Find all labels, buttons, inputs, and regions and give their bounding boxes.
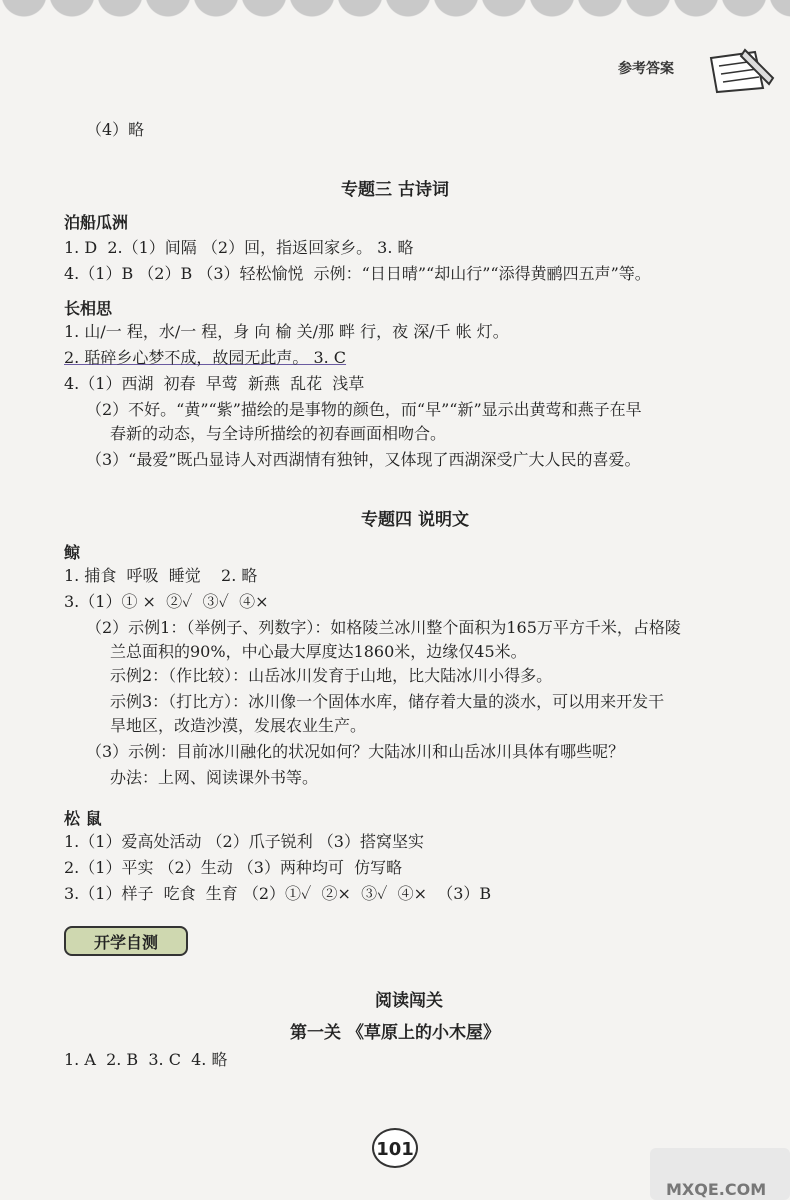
subtitle-changxiangsi: 长相思 <box>64 299 113 318</box>
answer-line: （3）示例：目前冰川融化的状况如何？大陆冰川和山岳冰川具体有哪些呢？ <box>86 742 625 761</box>
answer-line: 1. 捕食 呼吸 睡觉 2. 略 <box>64 566 258 585</box>
answer-line: 兰总面积的90%，中心最大厚度达1860米，边缘仅45米。 <box>110 642 527 661</box>
answer-line: （2）不好。“黄”“紫”描绘的是事物的颜色，而“早”“新”显示出黄莺和燕子在早 <box>86 400 642 419</box>
answer-line: 1. 山/一 程，水/一 程，身 向 榆 关/那 畔 行，夜 深/千 帐 灯。 <box>64 322 509 341</box>
section-title-reading: 阅读闯关 <box>375 991 443 1011</box>
answer-line: （4）略 <box>86 120 145 139</box>
answer-line: （2）示例1：（举例子、列数字）：如格陵兰冰川整个面积为165万平方千米，占格陵 <box>86 618 681 637</box>
answer-line: 2. 聒碎乡心梦不成，故园无此声。 3. C <box>64 348 347 367</box>
section-title-expository: 专题四 说明文 <box>361 510 469 530</box>
page-number: 101 <box>372 1128 418 1168</box>
answer-line: 办法：上网、阅读课外书等。 <box>110 768 319 787</box>
answer-line: 1. D 2.（1）间隔 （2）回，指返回家乡。 3. 略 <box>64 238 414 257</box>
answer-line: 旱地区，改造沙漠，发展农业生产。 <box>110 716 367 735</box>
answer-line: 1. A 2. B 3. C 4. 略 <box>64 1050 228 1069</box>
section-title-level1: 第一关 《草原上的小木屋》 <box>290 1023 500 1043</box>
answer-line: 示例3：（打比方）：冰川像一个固体水库，储存着大量的淡水，可以用来开发干 <box>110 692 665 711</box>
section-title-poetry: 专题三 古诗词 <box>341 180 449 200</box>
subtitle-songshu: 松 鼠 <box>64 809 102 828</box>
answer-line: 2.（1）平实 （2）生动 （3）两种均可 仿写略 <box>64 858 403 877</box>
notepad-pencil-icon <box>705 44 779 98</box>
answer-line: 示例2：（作比较）：山岳冰川发育于山地，比大陆冰川小得多。 <box>110 666 553 685</box>
watermark-text: MXQE.COM <box>666 1180 767 1199</box>
scalloped-top-border <box>0 0 790 36</box>
header-label: 参考答案 <box>618 61 674 77</box>
answer-line: 1.（1）爱高处活动 （2）爪子锐利 （3）搭窝坚实 <box>64 832 424 851</box>
subtitle-bochuan: 泊船瓜洲 <box>64 213 129 232</box>
answer-line: 3.（1）样子 吃食 生育 （2）①✓ ②× ③✓ ④× （3）B <box>64 884 492 903</box>
answer-line: 春新的动态，与全诗所描绘的初春画面相吻合。 <box>110 424 447 443</box>
section-badge: 开学自测 <box>64 926 188 956</box>
subtitle-jing: 鲸 <box>64 543 81 562</box>
answer-line: 3.（1）① × ②✓ ③✓ ④× <box>64 592 269 611</box>
answer-line: 4.（1）B （2）B （3）轻松愉悦 示例：“日日晴”“却山行”“添得黄鹂四五声”等。 <box>64 264 651 283</box>
answer-line: 4.（1）西湖 初春 早莺 新燕 乱花 浅草 <box>64 374 365 393</box>
answer-line: （3）“最爱”既凸显诗人对西湖情有独钟，又体现了西湖深受广大人民的喜爱。 <box>86 450 641 469</box>
